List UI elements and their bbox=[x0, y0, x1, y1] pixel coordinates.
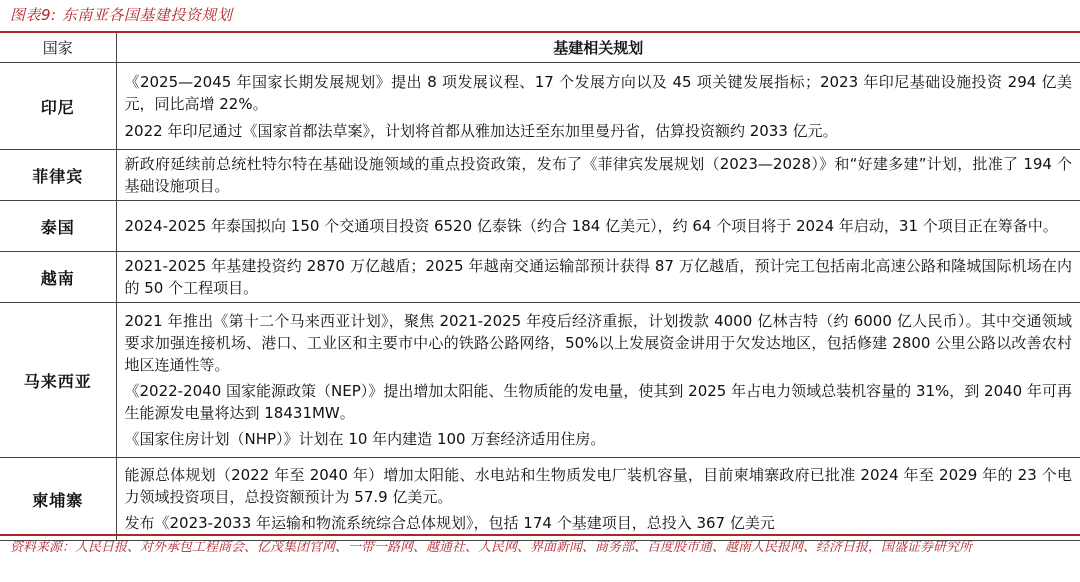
table-row bbox=[0, 458, 1080, 541]
country-cell-indonesia: 印尼 bbox=[0, 63, 116, 150]
header-plans: 基建相关规划 bbox=[116, 33, 1080, 63]
source-note: 资料来源：人民日报、对外承包工程商会、亿茂集团官网、一带一路网、越通社、人民网、界面新闻、商务部、百度股市通、越南人民报网、经济日报，国盛证券研究所 bbox=[10, 540, 973, 555]
plans-cell-malaysia bbox=[116, 303, 1080, 458]
table-row bbox=[0, 63, 1080, 150]
figure-title: 图表9: 东南亚各国基建投资规划 bbox=[10, 6, 233, 24]
country-cell-philippines: 菲律宾 bbox=[0, 150, 116, 201]
plan-text: 2024-2025 年泰国拟向 150 个交通项目投资 6520 亿泰铢（约合 184 亿美元），约 64 个项目将于 2024 年启动，31 个项目正在筹备中。 bbox=[124, 217, 1058, 235]
country-cell-malaysia: 马来西亚 bbox=[0, 303, 116, 458]
plan-text: 发布《2023-2033 年运输和物流系统综合总体规划》，包括 174 个基建项目，总投入 367 亿美元 bbox=[124, 514, 775, 532]
country-cell-thailand: 泰国 bbox=[0, 201, 116, 252]
plans-cell-cambodia bbox=[116, 458, 1080, 541]
plans-cell-philippines bbox=[116, 150, 1080, 201]
header-country: 国家 bbox=[0, 33, 116, 63]
table-row bbox=[0, 252, 1080, 303]
plan-text: 2022 年印尼通过《国家首都法草案》，计划将首都从雅加达迁至东加里曼丹省，估算投资额约 2033 亿元。 bbox=[124, 122, 838, 140]
table-row bbox=[0, 150, 1080, 201]
bottom-divider bbox=[0, 534, 1080, 536]
table-row bbox=[0, 201, 1080, 252]
plan-text: 《2025—2045 年国家长期发展规划》提出 8 项发展议程、17 个发展方向以及 45 项关键发展指标；2023 年印尼基础设施投资 294 亿美元，同比高增 22%。 bbox=[124, 73, 1072, 113]
plans-cell-vietnam bbox=[116, 252, 1080, 303]
table-row bbox=[0, 303, 1080, 458]
plan-text: 《国家住房计划（NHP）》计划在 10 年内建造 100 万套经济适用住房。 bbox=[124, 430, 606, 448]
infrastructure-plan-table bbox=[0, 33, 1080, 541]
country-cell-vietnam: 越南 bbox=[0, 252, 116, 303]
plan-text: 新政府延续前总统杜特尔特在基础设施领域的重点投资政策，发布了《菲律宾发展规划（2023—2028）》和“好建多建”计划，批准了 194 个基础设施项目。 bbox=[124, 155, 1072, 195]
plans-cell-indonesia bbox=[116, 63, 1080, 150]
plan-text: 2021 年推出《第十二个马来西亚计划》，聚焦 2021-2025 年疫后经济重振，计划拨款 4000 亿林吉特（约 6000 亿人民币）。其中交通领域要求加强连接机场、港口、工业区和主要市中心的铁路公路网络，50%以上发展资金讲用于欠发达地区，包括修建 2800 公里公路以改善农村地区连通性等。 bbox=[124, 312, 1072, 374]
country-cell-cambodia: 柬埔寨 bbox=[0, 458, 116, 541]
plan-text: 《2022-2040 国家能源政策（NEP）》提出增加太阳能、生物质能的发电量，使其到 2025 年占电力领域总装机容量的 31%，到 2040 年可再生能源发电量将达到 18431MW。 bbox=[124, 382, 1072, 422]
plan-text: 2021-2025 年基建投资约 2870 万亿越盾；2025 年越南交通运输部预计获得 87 万亿越盾，预计完工包括南北高速公路和隆城国际机场在内的 50 个工程项目。 bbox=[124, 257, 1072, 297]
plans-cell-thailand bbox=[116, 201, 1080, 252]
table-header-row bbox=[0, 33, 1080, 63]
plan-text: 能源总体规划（2022 年至 2040 年）增加太阳能、水电站和生物质发电厂装机容量，目前柬埔寨政府已批准 2024 年至 2029 年的 23 个电力领域投资项目，总投资额预计为 57.9 亿美元。 bbox=[124, 466, 1072, 506]
